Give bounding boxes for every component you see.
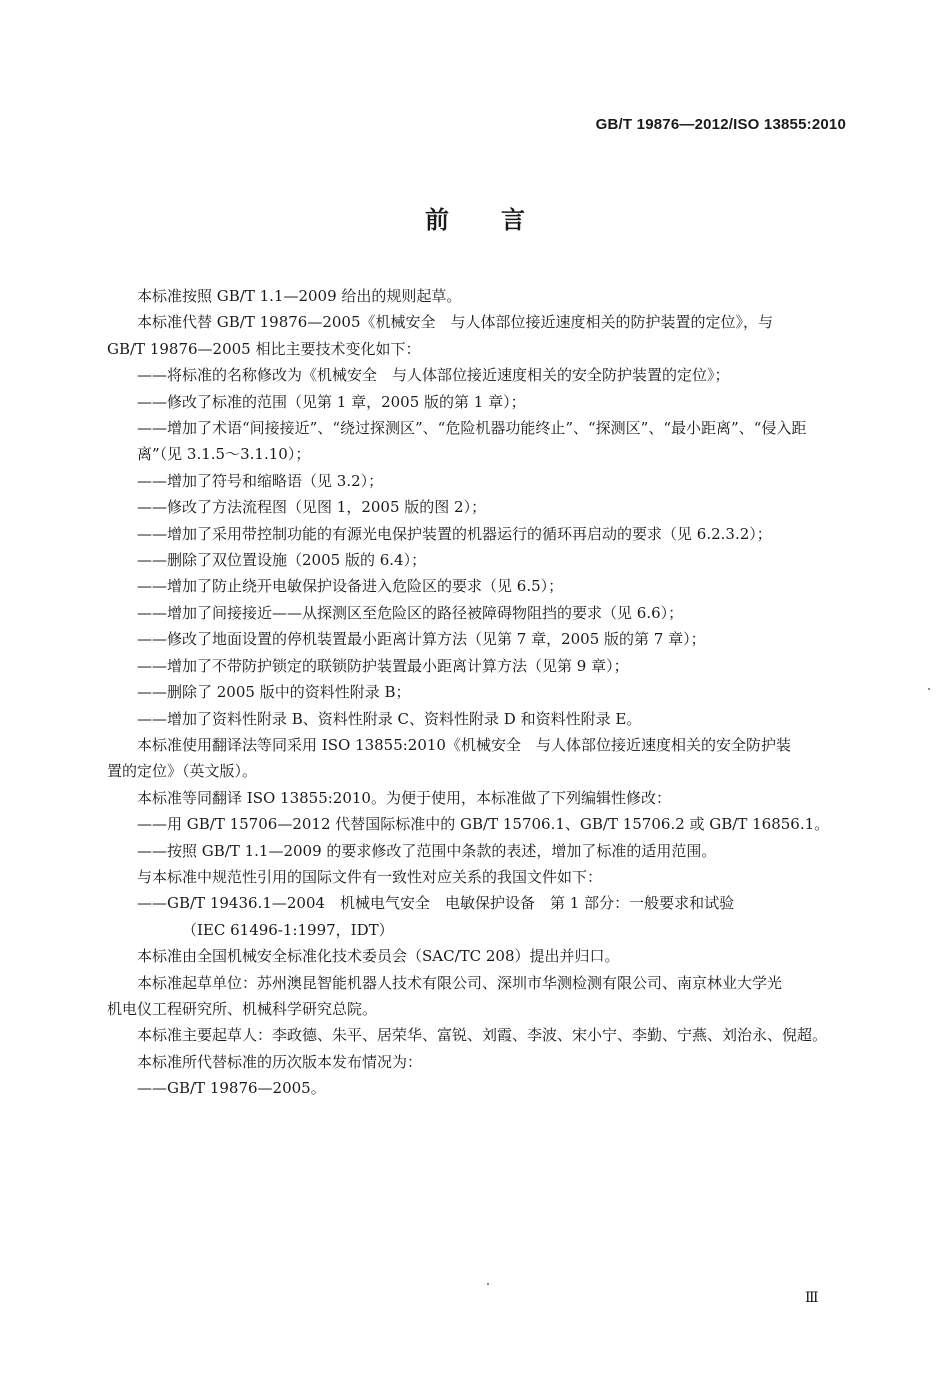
paragraph-replaces-line1: 本标准代替 GB/T 19876—2005《机械安全 与人体部位接近速度相关的防护装置的定位》，与 bbox=[137, 313, 773, 332]
change-item: ——增加了符号和缩略语（见 3.2）； bbox=[137, 471, 384, 490]
paragraph-drafting-units-line1: 本标准起草单位：苏州澳昆智能机器人技术有限公司、深圳市华测检测有限公司、南京林业大学光 bbox=[137, 973, 783, 992]
paragraph-editorial-changes: 本标准等同翻译 ISO 13855:2010。为便于使用，本标准做了下列编辑性修改： bbox=[137, 788, 671, 807]
change-item: ——删除了双位置设施（2005 版的 6.4）； bbox=[137, 551, 427, 570]
change-item: ——修改了方法流程图（见图 1，2005 版的图 2）； bbox=[137, 498, 487, 517]
paragraph-translation-line2: 置的定位》（英文版）。 bbox=[107, 762, 258, 781]
paragraph-drafters: 本标准主要起草人：李政德、朱平、居荣华、富锐、刘霞、李波、宋小宁、李勤、宁燕、刘治永、倪超。 bbox=[137, 1026, 828, 1045]
change-item: ——将标准的名称修改为《机械安全 与人体部位接近速度相关的安全防护装置的定位》； bbox=[137, 366, 730, 385]
page-number: Ⅲ bbox=[805, 1290, 819, 1306]
change-item: ——增加了资料性附录 B、资料性附录 C、资料性附录 D 和资料性附录 E。 bbox=[137, 709, 642, 728]
reference-item-line1: ——GB/T 19436.1—2004 机械电气安全 电敏保护设备 第 1 部分：一般要求和试验 bbox=[137, 894, 735, 913]
paragraph-corresponding-docs: 与本标准中规范性引用的国际文件有一致性对应关系的我国文件如下： bbox=[137, 867, 603, 886]
edit-item: ——按照 GB/T 1.1—2009 的要求修改了范围中条款的表述，增加了标准的适用范围。 bbox=[137, 841, 717, 860]
change-item: ——修改了标准的范围（见第 1 章，2005 版的第 1 章）； bbox=[137, 392, 526, 411]
paragraph-replaces-line2: GB/T 19876—2005 相比主要技术变化如下： bbox=[107, 339, 421, 358]
history-item: ——GB/T 19876—2005。 bbox=[137, 1079, 326, 1098]
change-item: ——增加了防止绕开电敏保护设备进入危险区的要求（见 6.5）； bbox=[137, 577, 564, 596]
paragraph-proposed-by: 本标准由全国机械安全标准化技术委员会（SAC/TC 208）提出并归口。 bbox=[137, 947, 620, 966]
change-item: ——增加了不带防护锁定的联锁防护装置最小距离计算方法（见第 9 章）； bbox=[137, 656, 629, 675]
paragraph-drafting-rules: 本标准按照 GB/T 1.1—2009 给出的规则起草。 bbox=[137, 287, 462, 305]
change-item-continuation: 离”（见 3.1.5～3.1.10）； bbox=[137, 445, 311, 464]
paragraph-drafting-units-line2: 机电仪工程研究所、机械科学研究总院。 bbox=[107, 999, 378, 1018]
change-item: ——增加了采用带控制功能的有源光电保护装置的机器运行的循环再启动的要求（见 6.2.3.2）； bbox=[137, 524, 772, 543]
paragraph-history: 本标准所代替标准的历次版本发布情况为： bbox=[137, 1052, 423, 1071]
edit-item: ——用 GB/T 15706—2012 代替国际标准中的 GB/T 15706.1、GB/T 15706.2 或 GB/T 16856.1。 bbox=[137, 815, 830, 834]
change-item: ——修改了地面设置的停机装置最小距离计算方法（见第 7 章，2005 版的第 7 章）； bbox=[137, 630, 706, 649]
document-body bbox=[107, 283, 847, 1102]
change-item: ——删除了 2005 版中的资料性附录 B； bbox=[137, 683, 411, 702]
paragraph-translation-line1: 本标准使用翻译法等同采用 ISO 13855:2010《机械安全 与人体部位接近速度相关的安全防护装 bbox=[137, 735, 791, 754]
page-title: 前言 bbox=[425, 206, 577, 234]
scan-speck bbox=[487, 1283, 489, 1285]
change-item: ——增加了术语“间接接近”、“绕过探测区”、“危险机器功能终止”、“探测区”、“最小距离”、“侵入距 bbox=[137, 419, 807, 438]
reference-item-line2: （IEC 61496-1:1997，IDT） bbox=[182, 920, 394, 939]
change-item: ——增加了间接接近——从探测区至危险区的路径被障碍物阻挡的要求（见 6.6）； bbox=[137, 603, 684, 622]
scan-speck bbox=[928, 688, 930, 690]
standard-code-header: GB/T 19876—2012/ISO 13855:2010 bbox=[595, 116, 846, 133]
